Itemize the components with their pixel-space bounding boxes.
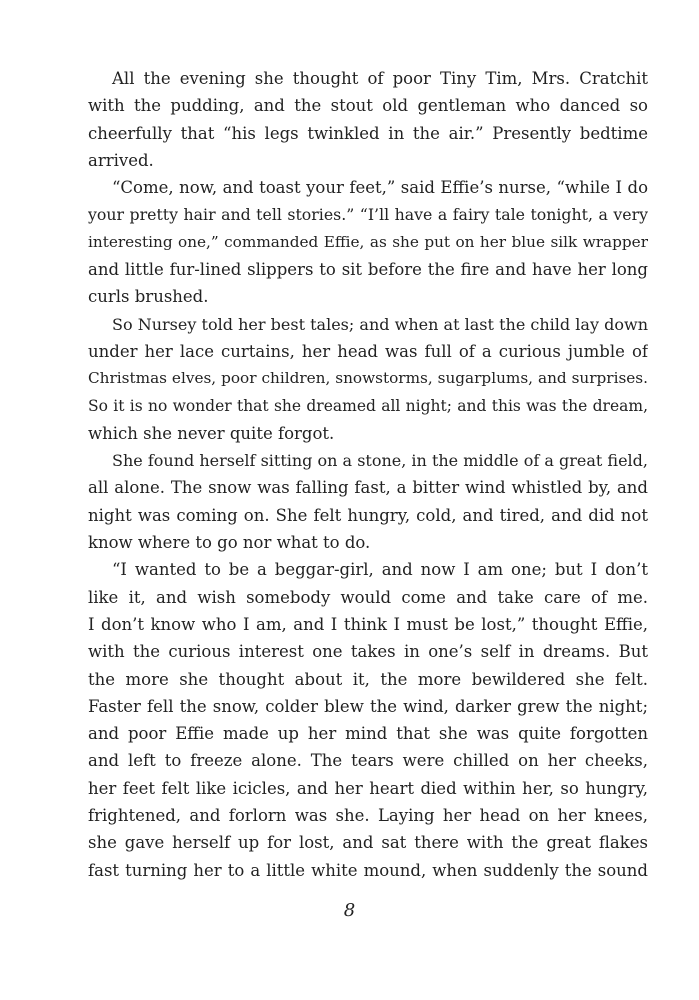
paragraph-5-line-6: Faster fell the snow, colder blew the wind, darker grew the night;	[88, 696, 648, 716]
page-number: 8	[343, 900, 356, 921]
paragraph-5-line-12: fast turning her to a little white mound, when suddenly the sound	[88, 860, 648, 880]
paragraph-5-line-4: with the curious interest one takes in one’s self in dreams. But	[88, 642, 648, 662]
paragraph-4-line-1: She found herself sitting on a stone, in the middle of a great field,	[112, 451, 648, 471]
paragraph-3-line-4: So it is no wonder that she dreamed all night; and this was the dream,	[88, 396, 648, 415]
paragraph-5-line-2: like it, and wish somebody would come and take care of me.	[88, 587, 648, 607]
paragraph-2-line-4: and little fur-lined slippers to sit before the fire and have her long	[88, 260, 648, 280]
paragraph-2-line-1: “Come, now, and toast your feet,” said Effie’s nurse, “while I do	[112, 178, 648, 198]
paragraph-3-line-3: Christmas elves, poor children, snowstorms, sugarplums, and surprises.	[88, 369, 648, 388]
paragraph-2-line-3: interesting one,” commanded Effie, as she put on her blue silk wrapper	[88, 232, 648, 251]
paragraph-2-line-5: curls brushed.	[88, 287, 209, 307]
body-text	[88, 65, 648, 884]
paragraph-2-line-2: your pretty hair and tell stories.” “I’ll have a fairy tale tonight, a very	[88, 205, 648, 225]
paragraph-1-line-3: cheerfully that “his legs twinkled in the air.” Presently bedtime	[88, 123, 648, 143]
paragraph-5-line-3: I don’t know who I am, and I think I must be lost,” thought Effie,	[88, 614, 648, 634]
paragraph-4-line-3: night was coming on. She felt hungry, cold, and tired, and did not	[88, 505, 648, 525]
paragraph-1-line-4: arrived.	[88, 150, 154, 170]
paragraph-5-line-1: “I wanted to be a beggar-girl, and now I am one; but I don’t	[112, 560, 648, 580]
paragraph-5-line-7: and poor Effie made up her mind that she was quite forgotten	[88, 724, 648, 744]
paragraph-1-line-1: All the evening she thought of poor Tiny Tim, Mrs. Cratchit	[112, 69, 648, 88]
paragraph-5-line-9: her feet felt like icicles, and her heart died within her, so hungry,	[88, 778, 648, 798]
paragraph-4-line-4: know where to go nor what to do.	[88, 533, 371, 553]
paragraph-1-line-2: with the pudding, and the stout old gentleman who danced so	[88, 96, 648, 116]
paragraph-3-line-1: So Nursey told her best tales; and when at last the child lay down	[112, 314, 648, 334]
paragraph-3-line-2: under her lace curtains, her head was full of a curious jumble of	[88, 341, 648, 361]
paragraph-5-line-10: frightened, and forlorn was she. Laying her head on her knees,	[88, 806, 648, 826]
paragraph-5-line-11: she gave herself up for lost, and sat there with the great flakes	[88, 833, 648, 853]
paragraph-3-line-5: which she never quite forgot.	[88, 423, 335, 443]
paragraph-4-line-2: all alone. The snow was falling fast, a bitter wind whistled by, and	[88, 478, 648, 498]
paragraph-5-line-8: and left to freeze alone. The tears were chilled on her cheeks,	[88, 751, 648, 771]
paragraph-5-line-5: the more she thought about it, the more bewildered she felt.	[88, 669, 648, 689]
